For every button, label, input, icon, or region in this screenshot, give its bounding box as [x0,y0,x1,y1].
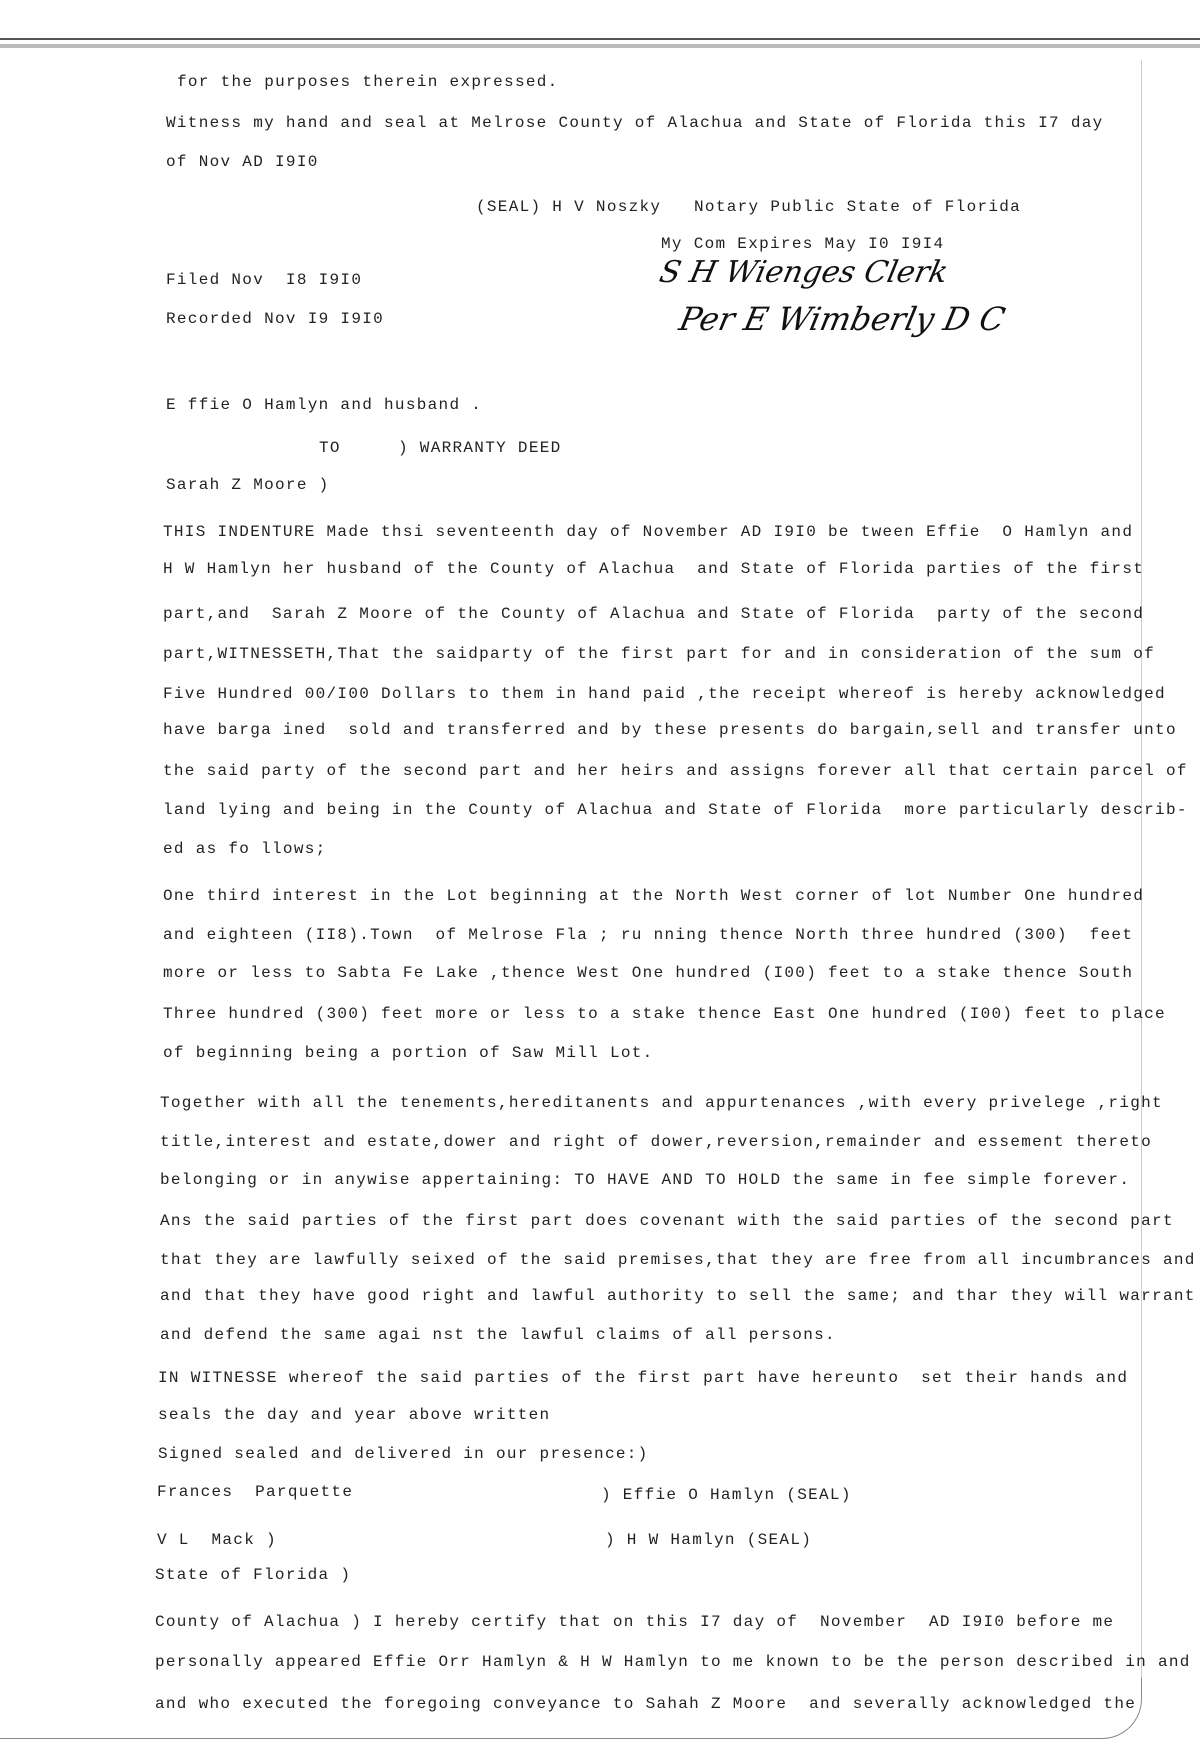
body-line: that they are lawfully seixed of the said premises,that they are free from all incumbrances and [160,1251,1196,1269]
body-line: seals the day and year above written [158,1406,551,1424]
commission-line: My Com Expires May I0 I9I4 [661,235,945,253]
body-line: the said party of the second part and her heirs and assigns forever all that certain parcel of [163,762,1188,780]
body-line: Signed sealed and delivered in our presence:) [158,1445,649,1463]
body-line: and eighteen (II8).Town of Melrose Fla ; ru nning thence North three hundred (300) feet [163,926,1134,944]
ack-line: personally appeared Effie Orr Hamlyn & H W Hamlyn to me known to be the person described in and [155,1653,1191,1671]
body-line: ed as fo llows; [163,840,327,858]
body-line: part,WITNESSETH,That the saidparty of the first part for and in consideration of the sum of [163,645,1156,663]
witness-name: V L Mack ) [157,1531,277,1549]
body-line: title,interest and estate,dower and right of dower,reversion,remainder and essement thereto [160,1133,1153,1151]
to-label: TO [319,439,341,457]
grantee-line: Sarah Z Moore ) [166,476,330,494]
text-line: of Nov AD I9I0 [166,153,319,171]
body-line: and defend the same agai nst the lawful claims of all persons. [160,1326,836,1344]
page-edge [1141,60,1142,1700]
body-line: Ans the said parties of the first part does covenant with the said parties of the second part [160,1212,1174,1230]
body-line: of beginning being a portion of Saw Mill Lot. [163,1044,654,1062]
deed-type: ) WARRANTY DEED [398,439,562,457]
grantor-line: E ffie O Hamlyn and husband . [166,396,483,414]
top-rule-shadow [0,44,1200,48]
body-line: H W Hamlyn her husband of the County of Alachua and State of Florida parties of the first [163,560,1145,578]
body-line: Together with all the tenements,hereditanents and appurtenances ,with every privelege ,right [160,1094,1163,1112]
ack-line: and who executed the foregoing conveyance to Sahah Z Moore and severally acknowledged the [155,1695,1137,1713]
bottom-rule [0,1738,1102,1739]
body-line: belonging or in anywise appertaining: TO HAVE AND TO HOLD the same in fee simple forever. [160,1171,1131,1189]
grantor-signature: ) Effie O Hamlyn (SEAL) [601,1486,852,1504]
deputy-clerk-signature: Per E Wimberly D C [675,300,1009,338]
body-line: One third interest in the Lot beginning at the North West corner of lot Number One hundred [163,887,1145,905]
body-line: THIS INDENTURE Made thsi seventeenth day of November AD I9I0 be tween Effie O Hamlyn and [163,523,1134,541]
ack-line: State of Florida ) [155,1566,352,1584]
body-line: more or less to Sabta Fe Lake ,thence West One hundred (I00) feet to a stake thence South [163,964,1134,982]
witness-name: Frances Parquette [157,1483,354,1501]
grantor-signature: ) H W Hamlyn (SEAL) [605,1531,813,1549]
text-line: Witness my hand and seal at Melrose County of Alachua and State of Florida this I7 day [166,114,1104,132]
body-line: have barga ined sold and transferred and by these presents do bargain,sell and transfer unto [163,721,1177,739]
recorded-line: Recorded Nov I9 I9I0 [166,310,385,328]
body-line: Three hundred (300) feet more or less to a stake thence East One hundred (I00) feet to place [163,1005,1166,1023]
notary-line: (SEAL) H V Noszky Notary Public State of Florida [476,198,1022,216]
body-line: part,and Sarah Z Moore of the County of Alachua and State of Florida party of the second [163,605,1145,623]
body-line: Five Hundred 00/I00 Dollars to them in hand paid ,the receipt whereof is hereby acknowledged [163,685,1166,703]
ack-line: County of Alachua ) I hereby certify that on this I7 day of November AD I9I0 before me [155,1613,1115,1631]
body-line: IN WITNESSE whereof the said parties of the first part have hereunto set their hands and [158,1369,1129,1387]
text-line: for the purposes therein expressed. [177,73,559,91]
clerk-signature: S H Wienges Clerk [656,255,952,290]
filed-line: Filed Nov I8 I9I0 [166,271,363,289]
top-rule [0,38,1200,40]
body-line: and that they have good right and lawful authority to sell the same; and thar they will warrant [160,1287,1196,1305]
body-line: land lying and being in the County of Alachua and State of Florida more particularly describ- [163,801,1188,819]
